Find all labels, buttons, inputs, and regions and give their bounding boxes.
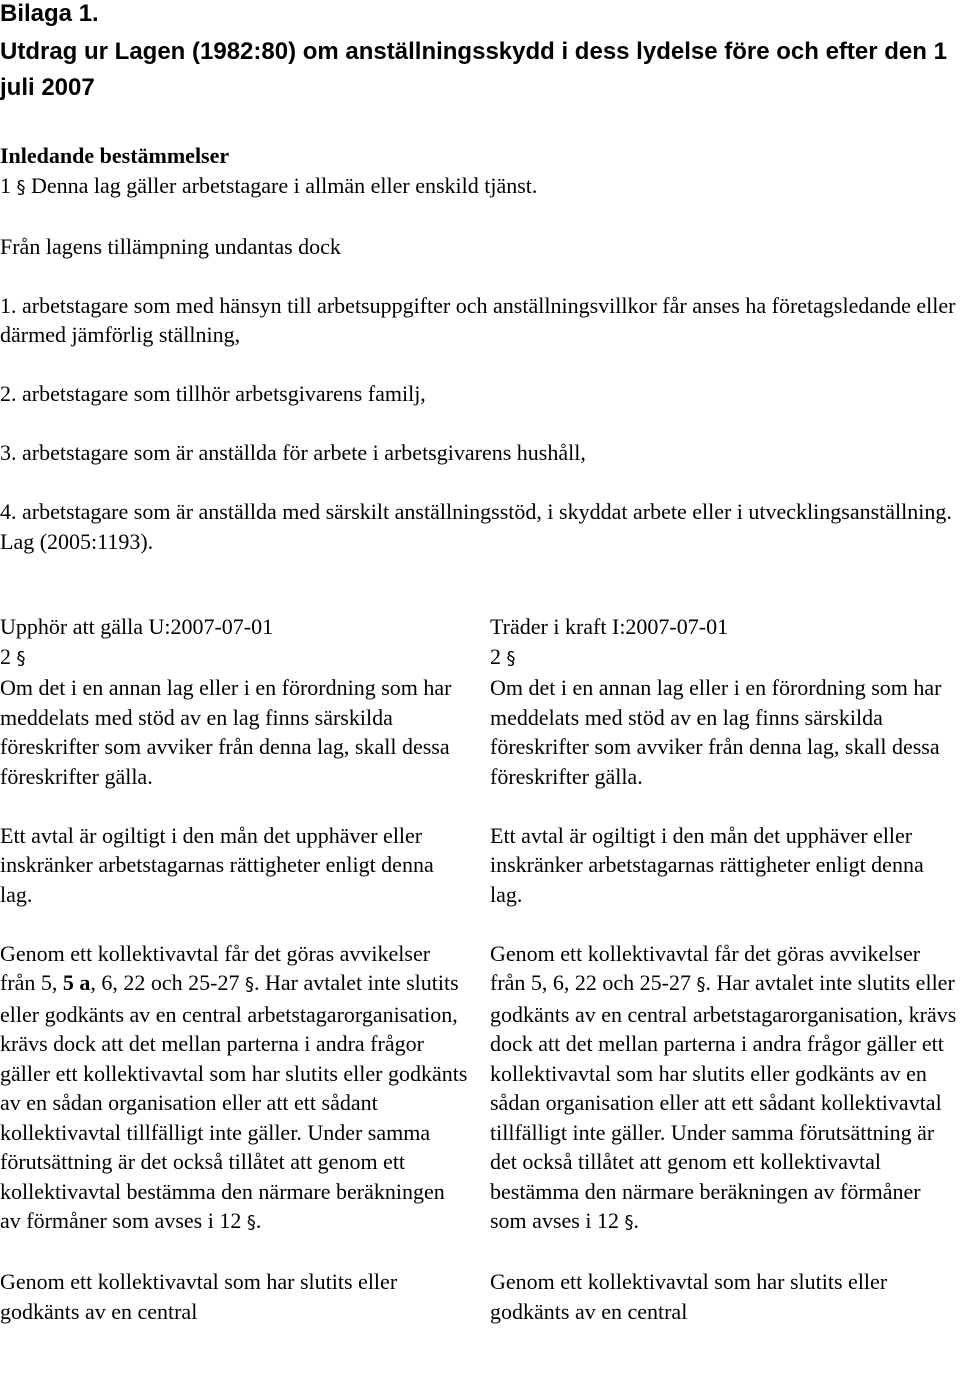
- left-column-old-wording: [0, 612, 470, 1356]
- left-paragraph-3: [0, 939, 470, 1238]
- document-title: Utdrag ur Lagen (1982:80) om anställningsskydd i dess lydelse före och efter den 1 juli 2007: [0, 38, 947, 101]
- paragraph-heading: [490, 642, 960, 674]
- repeal-label: Upphör att gälla U:2007-07-01: [0, 614, 274, 639]
- intro-section: [0, 141, 958, 586]
- section-sign: §: [16, 176, 26, 198]
- exception-item-4: 4. arbetstagare som är anställda med särskilt anställningsstöd, i skyddat arbete eller i utvecklingsanställning. Lag (2005:1193).: [0, 499, 952, 554]
- right-paragraph-1: Om det i en annan lag eller i en förordning som har meddelats med stöd av en lag finns särskilda föreskrifter som avviker från denna lag, skall dessa föreskrifter gälla.: [490, 675, 942, 789]
- exception-item-1: 1. arbetstagare som med hänsyn till arbetsuppgifter och anställningsvillkor får anses ha företagsledande eller därmed jämförlig ställning,: [0, 292, 956, 347]
- left-column-head: [0, 612, 470, 791]
- paragraph-number: 1: [0, 172, 11, 198]
- section-sign: §: [696, 974, 706, 995]
- text-run: . Har avtalet inte slutits eller godkänts av en central arbetstagarorganisation, krävs dock att det mellan parterna i andra frågor gäller ett kollektivavtal som har slutits eller godkänts av en sådan organisation eller att ett sådant kollektivavtal tillfälligt inte gäller. Under samma förutsättning är det också tillåtet att genom ett kollektivavtal bestämma den närmare beräkningen av förmåner som avses i 12: [0, 970, 468, 1233]
- paragraph-1-text: Denna lag gäller arbetstagare i allmän eller enskild tjänst.: [25, 172, 538, 198]
- text-run: .: [255, 1208, 262, 1233]
- text-run: , 6, 22 och 25-27: [90, 970, 246, 995]
- paragraph-heading: [0, 642, 470, 674]
- text-run: . Har avtalet inte slutits eller godkänts av en central arbetstagarorganisation, krävs dock att det mellan parterna i andra frågor gäller ett kollektivavtal som har slutits eller godkänts av en sådan organisation eller att ett sådant kollektivavtal tillfälligt inte gäller. Under samma förutsättning är det också tillåtet att genom ett kollektivavtal bestämma den närmare beräkningen av förmåner som avses i 12: [490, 970, 957, 1233]
- section-sign: §: [506, 647, 516, 669]
- section-sign: §: [246, 1212, 256, 1233]
- right-paragraph-3: [490, 939, 960, 1238]
- right-paragraph-2: Ett avtal är ogiltigt i den mån det upphäver eller inskränker arbetstagarnas rättigheter enligt denna lag.: [490, 822, 924, 907]
- right-paragraph-4: Genom ett kollektivavtal som har slutits eller godkänts av en central: [490, 1269, 888, 1324]
- text-run: .: [633, 1208, 639, 1233]
- exception-item-2: 2. arbetstagare som tillhör arbetsgivarens familj,: [0, 381, 426, 406]
- right-column-new-wording: [490, 612, 960, 1356]
- left-paragraph-1: Om det i en annan lag eller i en förordning som har meddelats med stöd av en lag finns särskilda föreskrifter som avviker från denna lag, skall dessa föreskrifter gälla.: [0, 675, 452, 789]
- exception-item-3: 3. arbetstagare som är anställda för arbete i arbetsgivarens hushåll,: [0, 440, 586, 465]
- text-run: Genom ett kollektivavtal får det göras avvikelser från 5,: [0, 940, 431, 995]
- section-sign: §: [245, 974, 255, 995]
- left-paragraph-4: Genom ett kollektivavtal som har slutits eller godkänts av en central: [0, 1269, 398, 1324]
- bold-amendment: 5 a: [62, 970, 91, 995]
- right-column-head: [490, 612, 960, 791]
- section-sign: §: [624, 1212, 634, 1233]
- section-sign: §: [16, 647, 26, 669]
- text-run: Genom ett kollektivavtal får det göras avvikelser från 5, 6, 22 och 25-27: [490, 940, 921, 995]
- paragraph-number: 2: [490, 643, 501, 669]
- appendix-label: Bilaga 1.: [0, 0, 99, 27]
- section-subheading: Inledande bestämmelser: [0, 143, 230, 168]
- left-paragraph-2: Ett avtal är ogiltigt i den mån det upphäver eller inskränker arbetstagarnas rättigheter enligt denna lag.: [0, 822, 434, 907]
- paragraph-number: 2: [0, 643, 11, 669]
- enactment-label: Träder i kraft I:2007-07-01: [490, 614, 729, 639]
- intro-first-paragraph: [0, 141, 958, 202]
- exception-intro: Från lagens tillämpning undantas dock: [0, 233, 341, 259]
